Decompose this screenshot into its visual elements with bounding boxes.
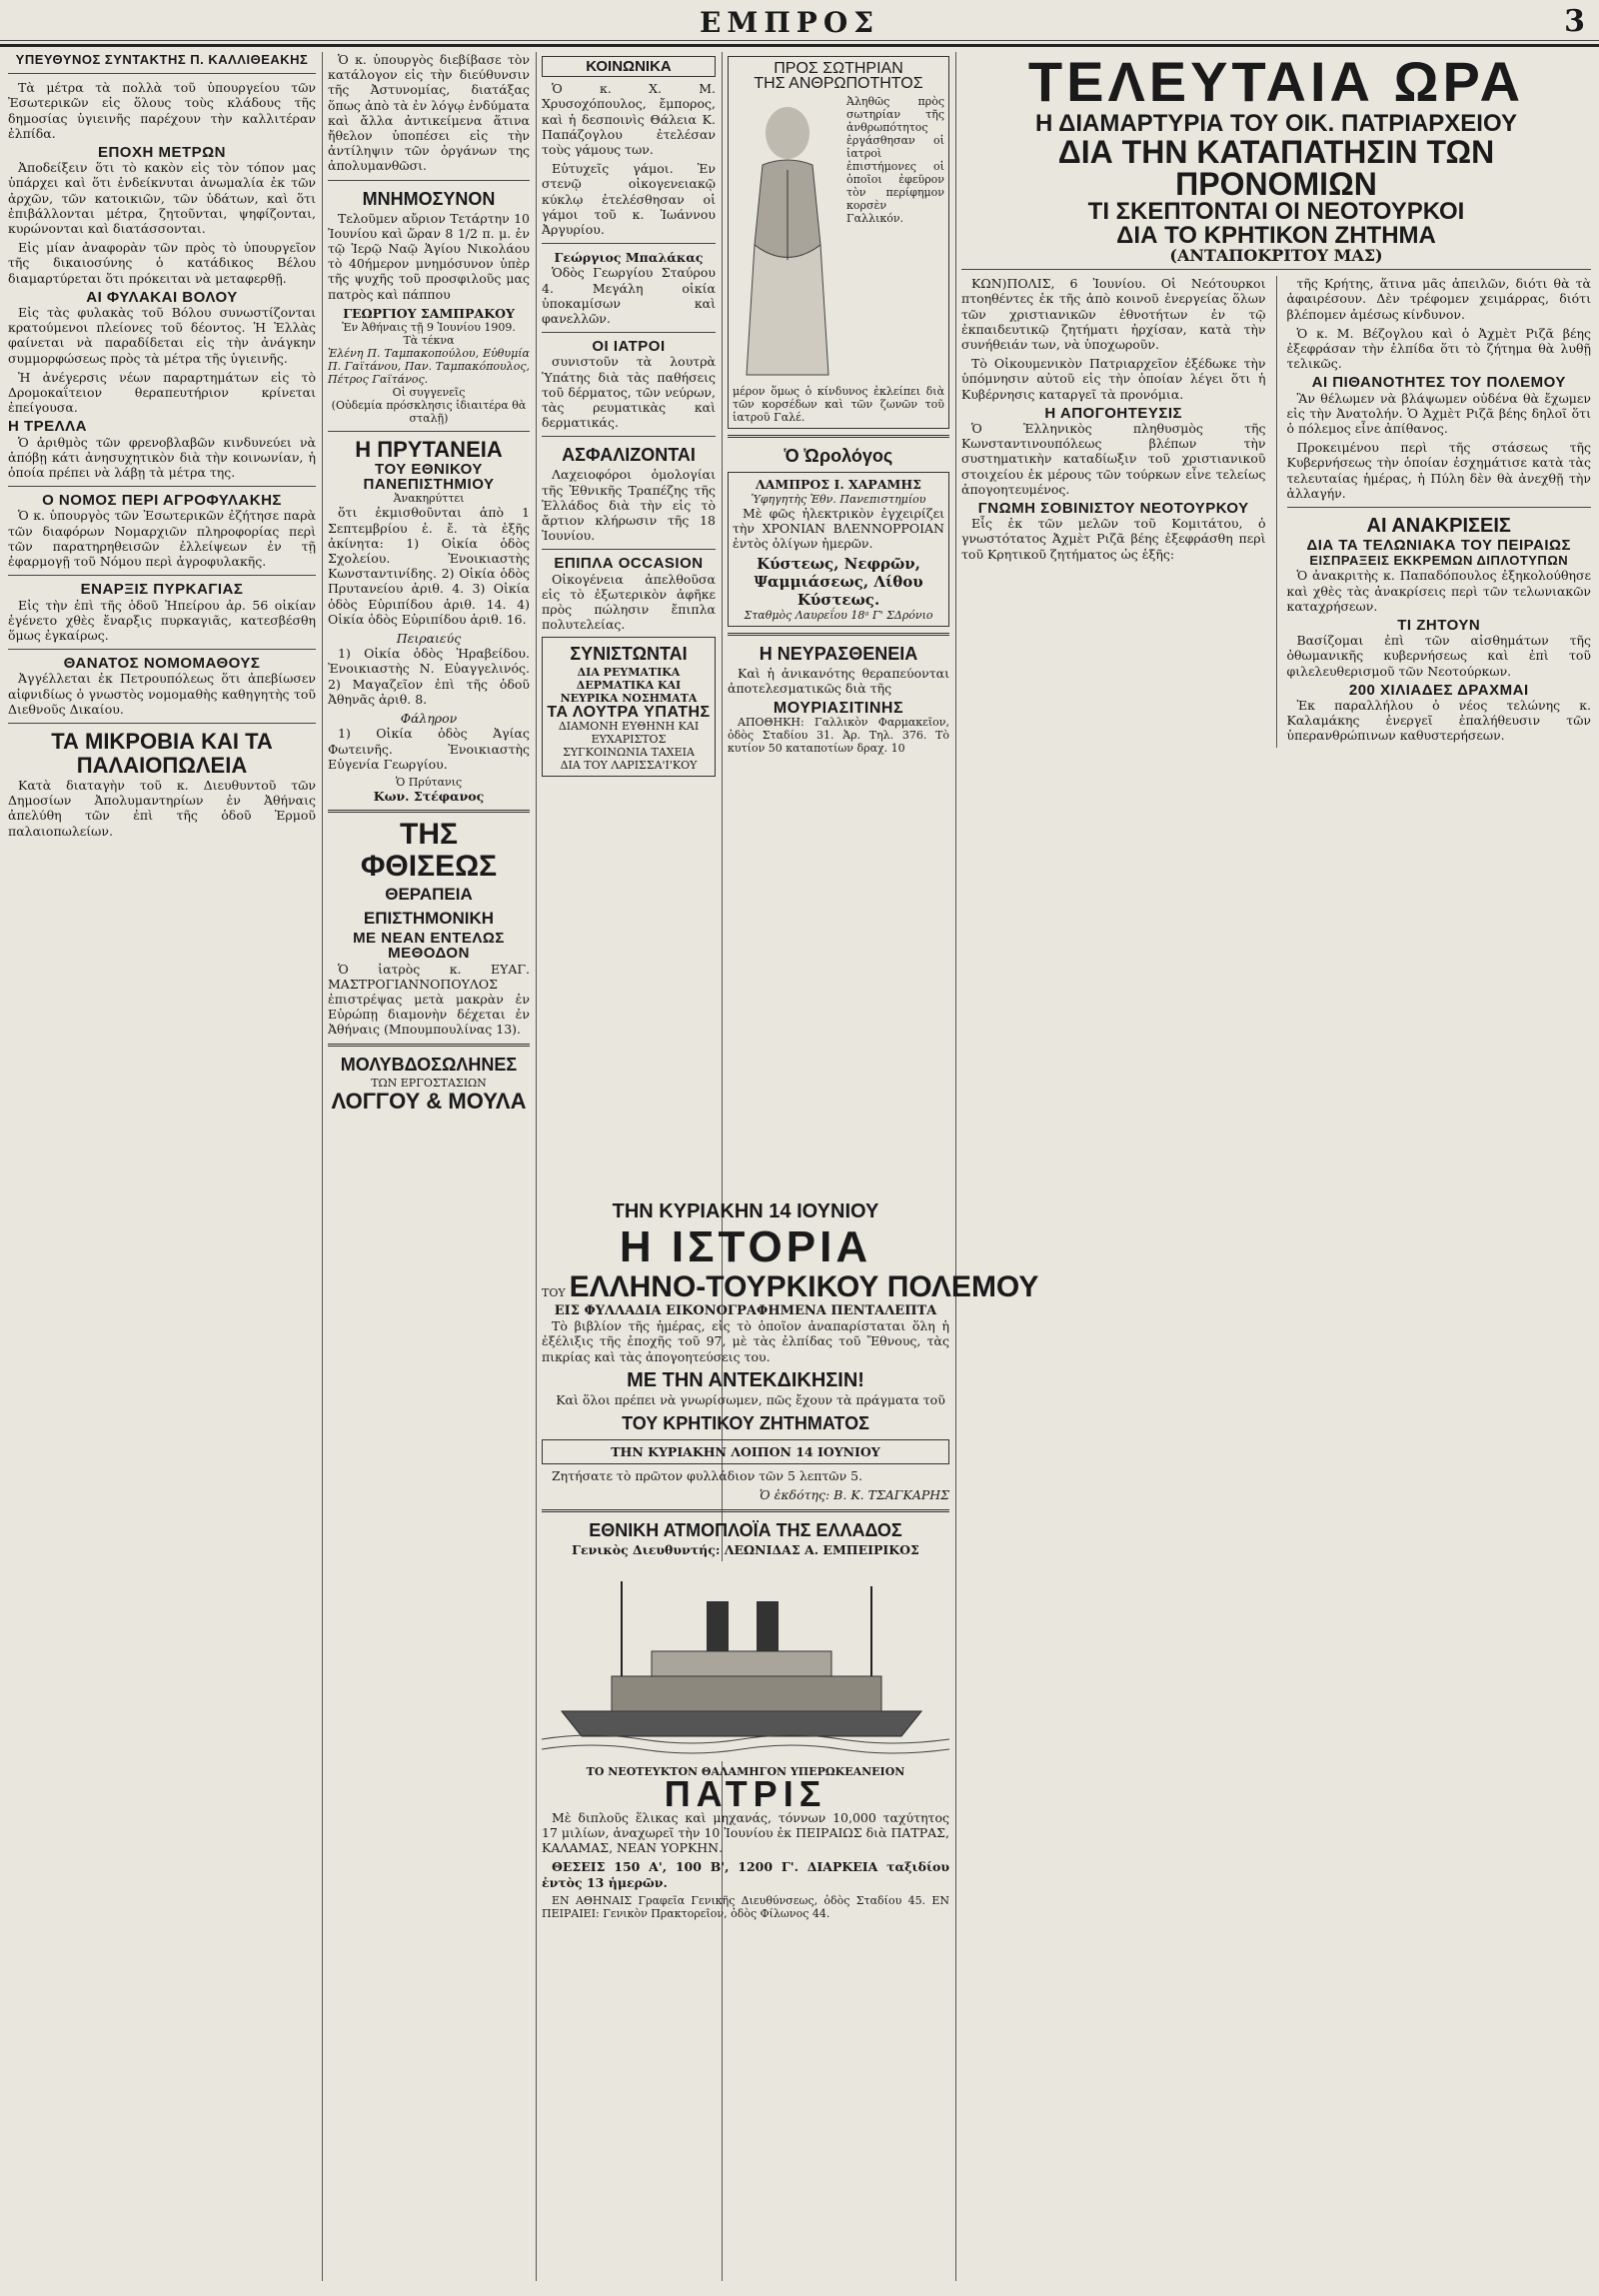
section-heading: ΓΝΩΜΗ ΣΟΒΙΝΙΣΤΟΥ ΝΕΟΤΟΥΡΚΟΥ [977,500,1249,518]
article-text: Τὰ μέτρα τὰ πολλὰ τοῦ ὑπουργείου τῶν Ἐσωτερικῶν εἰς ὅλους τοὺς κλάδους τῆς δημοσίας ὑγιεινῆς παρέχουν τὴν καλλιτέραν ἐλπίδα. [8,80,316,141]
corset-illustration-icon [733,95,842,385]
section-heading: ΤΙ ΖΗΤΟΥΝ [1397,617,1481,635]
ad-address: ΑΠΟΘΗΚΗ: Γαλλικὸν Φαρμακεῖον, ὁδὸς Σταδίου 31. Ἀρ. Τηλ. 376. Τὸ κυτίον 50 καταποτίων δραχ. 10 [728,715,949,755]
ship-caption: ΤΟ ΝΕΟΤΕΥΚΤΟΝ ΘΑΛΑΜΗΓΟΝ ΥΠΕΡΩΚΕΑΝΕΙΟΝ [586,1764,905,1778]
section-heading: ΑΙ ΠΙΘΑΝΟΤΗΤΕΣ ΤΟΥ ΠΟΛΕΜΟΥ [1311,374,1566,392]
newspaper-title: ΕΜΠΡΟΣ [700,6,880,39]
section-heading: Η ΠΡΥΤΑΝΕΙΑ [355,437,503,463]
subheadline: ΔΙΑ ΤΟ ΚΡΗΤΙΚΟΝ ΖΗΤΗΜΑ [1116,222,1436,249]
column-rule [322,52,323,2281]
ad-title: ΠΡΟΣ ΣΩΤΗΡΙΑΝ [774,60,903,77]
section-heading: Η ΑΠΟΓΟΗΤΕΥΣΙΣ [1044,404,1183,422]
section-heading: 200 ΧΙΛΙΑΔΕΣ ΔΡΑΧΜΑΙ [1348,681,1529,699]
col5-left [961,276,1266,747]
deceased-name: ΓΕΩΡΓΙΟΥ ΣΑΜΠΡΑΚΟΥ [343,305,515,321]
article-text: 1) Οἰκία ὁδὸς Ἀγίας Φωτεινῆς. Ἐνοικιαστὴς Εὐγενία Γεωργίου. [328,726,530,772]
column-2 [328,52,530,2281]
ad-heading: ΤΗΝ ΚΥΡΙΑΚΗΝ ΛΟΙΠΟΝ 14 ΙΟΥΝΙΟΥ [542,1439,949,1464]
section-heading: ΚΟΙΝΩΝΙΚΑ [542,56,716,77]
ad-text: ΔΙΑ ΡΕΥΜΑΤΙΚΑ ΔΕΡΜΑΤΙΚΑ ΚΑΙ ΝΕΥΡΙΚΑ ΝΟΣΗΜΑΤΑ [560,665,698,705]
doctor-title: Ὑφηγητὴς Ἐθν. Πανεπιστημίου [751,492,926,506]
ad-heading: ΜΕ ΤΗΝ ΑΝΤΕΚΔΙΚΗΣΙΝ! [627,1368,864,1391]
article-text: Λαχειοφόροι ὁμολογίαι τῆς Ἐθνικῆς Τραπέζης τῆς Ἑλλάδος διὰ τὴν εἰς τὸ ἄρτιον κλήρωσιν τῆς 18 Ἰουνίου. [542,467,716,544]
ad-text: ΘΕΣΕΙΣ 150 Α', 100 Β', 1200 Γ'. ΔΙΑΡΚΕΙΑ ταξιδίου ἐντὸς 13 ἡμερῶν. [542,1859,949,1890]
product-name: ΜΟΥΡΙΑΣΙΤΙΝΗΣ [773,699,904,717]
book-subtitle: ΕΙΣ ΦΥΛΛΑΔΙΑ ΕΙΚΟΝΟΓΡΑΦΗΜΕΝΑ ΠΕΝΤΑΛΕΠΤΑ [554,1303,937,1318]
article-text: Ὁ Ἑλληνικὸς πληθυσμὸς τῆς Κωνσταντινουπόλεως βλέπων τὴν συστηματικὴν καταδίωξιν τοῦ χριστιανικοῦ στοιχείου ἐκ μέρους τῶν τούρκων εἶνε τελείως ἀπογοητευμένος. [961,421,1266,497]
ad-title: ΣΥΝΙΣΤΩΝΤΑΙ [570,643,688,664]
article-text: Εἰς μίαν ἀναφορὰν τῶν πρὸς τὸ ὑπουργεῖον τῆς δικαιοσύνης ὁ κατάδικος Βέλου διαμαρτύρεται ὅτι πρόκειται νὰ μεταφερθῇ. [8,240,316,286]
book-title: Η ΙΣΤΟΡΙΑ [619,1222,872,1271]
ship-name: ΠΑΤΡΙΣ [664,1772,827,1814]
column-rule [536,52,537,2281]
ad-text: Καὶ ἡ ἀνικανότης θεραπεύονται ἀποτελεσματικῶς διὰ τῆς [728,666,949,697]
article-text: Εὐτυχεῖς γάμοι. Ἐν στενῷ οἰκογενειακῷ κύκλῳ ἐτελέσθησαν οἱ γάμοι τοῦ κ. Ἰωάννου Ἀργυρίου. [542,161,716,238]
ad-text: ΔΙΑΜΟΝΗ ΕΥΘΗΝΗ ΚΑΙ ΕΥΧΑΡΙΣΤΟΣ [558,719,700,746]
main-headline: ΤΕΛΕΥΤΑΙΑ ΩΡΑ [1027,50,1525,113]
section-subheading: ΕΙΣΠΡΑΞΕΙΣ ΕΚΚΡΕΜΩΝ ΔΙΠΛΟΤΥΠΩΝ [1309,553,1569,569]
ad-address: Σταθμὸς Λαυρεΐου 18ᵃ Γ' ΣΔρόνιο [744,609,933,623]
article-text: Εἰς τὰς φυλακὰς τοῦ Βόλου συνωστίζονται κρατούμενοι πλείονες τοῦ δέοντος. Ἡ Ἑλλὰς φαίνεται νὰ παραδίδεται εἰς τὴν ἀνάγκην συμμορφώσεως πρὸς τὰ μέτρα τῆς ὑγιεινῆς. [8,305,316,366]
article-text: Ὁ κ. Χ. Μ. Χρυσοχόπουλος, ἔμπορος, καὶ ἡ δεσποινὶς Θάλεια Κ. Παπάζογλου ἐτελέσαν τοὺς γάμους των. [542,81,716,158]
section-subheading: ΤΟΥ ΕΘΝΙΚΟΥ ΠΑΝΕΠΙΣΤΗΜΙΟΥ [363,461,495,494]
article-text: Ὁ ἀνακριτὴς κ. Παπαδόπουλος ἐξηκολούθησε καὶ χθὲς τὰς ἀνακρίσεις περὶ τῶν τελωνιακῶν καταχρήσεων. [1286,568,1591,614]
ad-heading: ΤΟΥ ΚΡΗΤΙΚΟΥ ΖΗΤΗΜΑΤΟΣ [622,1413,869,1434]
section-heading: ΑΙ ΑΝΑΚΡΙΣΕΙΣ [1366,515,1511,538]
section-heading: Η ΝΕΥΡΑΣΘΕΝΕΙΑ [759,644,918,665]
section-subheading: Πειραιεύς [396,631,462,647]
col5-right [1287,276,1592,747]
article-text: Ἐκ παραλλήλου ὁ νέος τελώνης κ. Καλαμάκης ἐνεργεῖ ἐπαλήθευσιν τῶν ὑπερανθρώπινων καθυστερήσεων. [1286,698,1591,744]
column-rule [955,52,956,2281]
announce-label: Ἀνακηρύττει [393,492,465,506]
article-text: Ἀποδείξειν ὅτι τὸ κακὸν εἰς τὸν τόπον μας ὑπάρχει καὶ ὅτι ἐνδείκνυται ἀνωμαλία ἐκ τῶν ἀρχῶν, τῶν κατοικιῶν, τῶν ὑδάτων, καὶ ὅτι ἐπιβάλλονται μέτρα, ζητοῦνται, ψηφίζονται, κυρώνονται καὶ διατάσσονται. [8,160,316,237]
article-text: συνιστοῦν τὰ λουτρὰ Ὑπάτης διὰ τὰς παθήσεις τοῦ δέρματος, τῶν νεύρων, τὰς ρευματικὰς καὶ δερματικάς. [542,354,716,431]
article-text: Ὁ κ. ὑπουργὸς τῶν Ἐσωτερικῶν ἐζήτησε παρὰ τῶν διαφόρων Νομαρχιῶν πληροφορίας περὶ τῶν παρατηρηθεισῶν ἐλλείψεων ἐν τῇ ἐφαρμογῇ τοῦ Νόμου περὶ ἀγροφυλακῆς. [8,508,316,570]
article-text: Ἡ ἀνέγερσις νέων παραρτημάτων εἰς τὸ Δρομοκαΐτειον θεραπευτήριον κρίνεται ἐπείγουσα. [8,369,316,416]
section-heading: ΟΙ ΙΑΤΡΟΙ [592,338,666,356]
relatives-label: Οἱ συγγενεῖς [392,386,466,400]
section-heading: ΕΝΑΡΞΙΣ ΠΥΡΚΑΓΙΑΣ [80,581,244,599]
article-text: Ὁ κ. Μ. Βέζογλου καὶ ὁ Ἀχμὲτ Ριζᾶ βέης ἐξεφράσαν τὴν ἐλπίδα ὅτι τὸ ζήτημα θὰ λυθῇ τελικῶς. [1286,325,1591,372]
article-text: ΚΩΝ)ΠΟΛΙΣ, 6 Ἰουνίου. Οἱ Νεότουρκοι πτοηθέντες ἐκ τῆς ἀπὸ κοινοῦ ἐνεργείας ὅλων τῶν χριστιανικῶν ἐθνοτήτων ἐν τῷ ἐκπαιδευτικῷ ζητήματι ἠρχίσαν, κατὰ τὴν συνήθειάν των, νὰ ὑποχωροῦν. [961,276,1266,353]
section-subheading: Φάληρον [400,711,458,727]
ad-text: ΕΝ ΑΘΗΝΑΙΣ Γραφεῖα Γενικῆς Διευθύνσεως, ὁδὸς Σταδίου 45. ΕΝ ΠΕΙΡΑΙΕΙ: Γενικὸν Πρακτορεῖον, ὁδὸς Φίλωνος 44. [542,1893,949,1920]
section-heading: ΜΝΗΜΟΣΥΝΟΝ [362,188,496,209]
book-title-pre: ΤΟΥ [542,1286,566,1299]
ad-text: ΔΙΑ ΤΟΥ ΛΑΡΙΣΣΑ'Ι'ΚΟΥ [560,758,698,772]
article-text: 1) Οἰκία ὁδὸς Ἠραβείδου. Ἐνοικιαστὴς Ν. Εὐαγγελινός. 2) Μαγαζεῖον ἐπὶ τῆς ὁδοῦ Ἀθηνᾶς ἀριθ. 8. [328,646,530,707]
column-3 [542,52,716,1251]
place-date: Ἐν Ἀθήναις τῇ 9 Ἰουνίου 1909. [342,321,516,335]
byline: (ΑΝΤΑΠΟΚΡΙΤΟΥ ΜΑΣ) [1169,246,1383,265]
relatives-list: Ἑλένη Π. Ταμπακοπούλου, Εὐθυμία Π. Γαϊτάνου, Παν. Ταμπακόπουλος, Πέτρος Γαϊτάνος. [328,347,530,387]
article-text: Τελοῦμεν αὔριον Τετάρτην 10 Ἰουνίου καὶ ὥραν 8 1/2 π. μ. ἐν τῷ Ἱερῷ Ναῷ Ἁγίου Νικολάου τὸ 40ήμερον μνημόσυνον ὑπὲρ τῆς ψυχῆς τοῦ προσφιλοῦς μας πατρὸς καὶ πάππου [328,210,530,302]
article-text: Κατὰ διαταγὴν τοῦ κ. Διευθυντοῦ τῶν Δημοσίων Ἀπολυμαντηρίων ἐν Ἀθήναις ἀπελύθη τῶν ἐπὶ τῆς ὁδοῦ Ἑρμοῦ παλαιοπωλείων. [8,777,316,839]
ad-text: Μὲ διπλοῦς ἕλικας καὶ μηχανάς, τόννων 10,000 ταχύτητος 17 μιλίων, ἀναχωρεῖ τὴν 10 Ἰουνίου ἐκ ΠΕΙΡΑΙΩΣ διὰ ΠΑΤΡΑΣ, ΚΑΛΑΜΑΣ, ΝΕΑΝ ΥΟΡΚΗΝ. [542,1809,949,1856]
company-director: Γενικὸς Διευθυντής: ΛΕΩΝΙΔΑΣ Α. ΕΜΠΕΙΡΙΚΟΣ [572,1541,919,1557]
ad-subtitle: ΤΩΝ ΕΡΓΟΣΤΑΣΙΩΝ [371,1076,487,1090]
ad-subtitle: ΘΕΡΑΠΕΙΑ ΕΠΙΣΤΗΜΟΝΙΚΗ [363,885,495,929]
column-1 [8,52,316,2281]
publisher: Ὁ ἐκδότης: Β. Κ. ΤΣΑΓΚΑΡΗΣ [759,1487,949,1503]
bottom-spread [542,1199,1039,2279]
page-number: 3 [1564,4,1585,39]
ad-title: ΤΗΣ ΦΘΙΣΕΩΣ [360,818,498,884]
subheadline: ΤΙ ΣΚΕΠΤΟΝΤΑΙ ΟΙ ΝΕΟΤΟΥΡΚΟΙ [1087,198,1465,225]
section-heading: Ὁ Ὡρολόγος [784,446,893,467]
signer-name: Κων. Στέφανος [373,788,485,804]
sunday-banner: ΤΗΝ ΚΥΡΙΑΚΗΝ 14 ΙΟΥΝΙΟΥ [612,1200,879,1222]
ad-title: Γεώργιος Μπαλάκας [554,250,704,266]
company-title: ΕΘΝΙΚΗ ΑΤΜΟΠΛΟΪΑ ΤΗΣ ΕΛΛΑΔΟΣ [589,1519,902,1540]
ad-text: Τὸ βιβλίον τῆς ἡμέρας, εἰς τὸ ὁποῖον ἀναπαρίσταται ὅλη ἡ ἐξέλιξις τῆς ἐποχῆς τοῦ 97, μὲ τὰς ἐλπίδας τοῦ Ἔθνους, τὰς πικρίας καὶ τὰς ἀπογοητεύσεις του. [542,1318,949,1364]
article-text: Προκειμένου περὶ τῆς στάσεως τῆς Κυβερνήσεως τὴν ὁποίαν ἐσχημάτισε κατὰ τὰς τελευταίας ἡμέρας, ἡ Πύλη δὲν θὰ ἀνεχθῇ τὴν ἀλλαγήν. [1286,440,1591,501]
section-heading: ΑΣΦΑΛΙΖΟΝΤΑΙ [562,445,696,466]
editor-line: ΥΠΕΥΘΥΝΟΣ ΣΥΝΤΑΚΤΗΣ Π. ΚΑΛΛΙΘΕΑΚΗΣ [15,52,309,67]
ad-text: ΣΥΓΚΟΙΝΩΝΙΑ ΤΑΧΕΙΑ [563,745,695,759]
ad-text: μέρον ὅμως ὁ κίνδυνος ἐκλείπει διὰ τῶν κορσέδων καὶ τῶν ζωνῶν τοῦ ἰατροῦ Γαλέ. [733,385,944,425]
article-text: Εἷς ἐκ τῶν μελῶν τοῦ Κομιτάτου, ὁ γνωστότατος Ἀχμὲτ Ριζᾶ βέης ἐξεφράσθη περὶ τοῦ Κρητικοῦ ζητήματος ὡς ἑξῆς: [961,516,1266,562]
note: (Οὐδεμία πρόσκλησις ἰδιαιτέρα θὰ σταλῇ) [331,399,527,426]
subheadline: Η ΔΙΑΜΑΡΤΥΡΙΑ ΤΟΥ ΟΙΚ. ΠΑΤΡΙΑΡΧΕΙΟΥ [1035,110,1517,137]
signoff: Ὁ Πρύτανις [395,775,463,789]
masthead-rule [0,40,1599,41]
section-subheading: ΔΙΑ ΤΑ ΤΕΛΩΝΙΑΚΑ ΤΟΥ ΠΕΙΡΑΙΩΣ [1306,537,1572,555]
section-heading: Η ΤΡΕΛΛΑ [8,418,88,436]
ad-method: ΜΕ ΝΕΑΝ ΕΝΤΕΛΩΣ ΜΕΘΟΔΟΝ [353,930,505,963]
book-title: ΕΛΛΗΝΟ-ΤΟΥΡΚΙΚΟΥ ΠΟΛΕΜΟΥ [569,1270,1039,1303]
ad-title: ΤΗΣ ΑΝΘΡΩΠΟΤΗΤΟΣ [754,75,923,93]
ad-text: Ὁδὸς Γεωργίου Σταύρου 4. Μεγάλη οἰκία ὑποκαμίσων καὶ φανελλῶν. [542,265,716,327]
ad-text: Καὶ ὅλοι πρέπει νὰ γνωρίσωμεν, πῶς ἔχουν τὰ πράγματα τοῦ [556,1391,945,1407]
ad-text: Ὁ ἰατρὸς κ. ΕΥΑΓ. ΜΑΣΤΡΟΓΙΑΝΝΟΠΟΥΛΟΣ ἐπιστρέψας μετὰ μακρὰν ἐν Εὐρώπῃ διαμονὴν δέχεται ἐν Ἀθήναις (Μπουμπουλίνας 13). [328,961,530,1038]
column-4 [728,52,949,1251]
article-text: Ἂν θέλωμεν νὰ βλάψωμεν οὐδένα θὰ ἔχωμεν εἰς τὴν Ἀνατολήν. Ὁ Ἀχμὲτ Ριζᾶ βέης δηλοῖ ὅτι ὁ πόλεμος εἶνε ἀπίθανος. [1286,390,1591,437]
section-heading: ΤΑ ΜΙΚΡΟΒΙΑ ΚΑΙ ΤΑ ΠΑΛΑΙΟΠΩΛΕΙΑ [51,728,273,778]
article-text: Οἰκογένεια ἀπελθοῦσα εἰς τὸ ἐξωτερικὸν ἀφῆκε πρὸς πώλησιν ἔπιπλα πολυτελείας. [542,571,716,633]
ad-text: Ζητήσατε τὸ πρῶτον φυλλάδιον τῶν 5 λεπτῶν 5. [552,1468,863,1484]
ad-text: Ἀληθῶς πρὸς σωτηρίαν τῆς ἀνθρωπότητος ἐργάσθησαν οἱ ἰατροὶ ἐπιστήμονες οἱ ὁποῖοι ἐφεῦρον τὸν περίφημον κορσὲν Γαλλικόν. [846,95,944,226]
article-text: Ὁ ἀριθμὸς τῶν φρενοβλαβῶν κινδυνεύει νὰ ἀπόβῃ κάτι ἀνησυχητικὸν διὰ τὴν κοινωνίαν, ἡ ὁποία πρέπει νὰ λάβῃ τὰ μέτρα της. [8,434,316,481]
section-heading: ΕΠΟΧΗ ΜΕΤΡΩΝ [97,144,227,162]
article-text: Εἰς τὴν ἐπὶ τῆς ὁδοῦ Ἠπείρου ἀρ. 56 οἰκίαν ἐγένετο χθὲς ἔναρξις πυρκαγιᾶς, κατεσβέσθη ὅμως ἐγκαίρως. [8,597,316,643]
masthead [0,0,1599,47]
article-text: Ὁ κ. ὑπουργὸς διεβίβασε τὸν κατάλογον εἰς τὴν διεύθυνσιν τῆς Ἀστυνομίας, διατάξας ὅπως ἀπὸ τὰ ἐν λόγῳ ἐνδύματα καὶ ἄλλα ἀντικείμενα ἅτινα ἤθελον ὑποπέσει εἰς τὴν ἀντίληψιν τῶν ὀργάνων της ἀπολυμανθῶσι. [328,52,530,174]
ad-text: Κύστεως, Νεφρῶν, Ψαμμιάσεως, Λίθου Κύστεως. [754,555,923,610]
ad-text: Μὲ φῶς ἠλεκτρικὸν ἐγχειρίζει τὴν ΧΡΟΝΙΑΝ ΒΛΕΝΝΟΡΡΟΙΑΝ ἐντὸς ὀλίγων ἡμερῶν. [733,505,944,552]
ad-title: ΜΟΛΥΒΔΟΣΩΛΗΝΕΣ [340,1054,518,1075]
article-text: Τὸ Οἰκουμενικὸν Πατριαρχεῖον ἐξέδωκε τὴν ὑπόμνησιν αὐτοῦ εἰς τὴν ὁποίαν λέγει ὅτι ἡ Κυβέρνησις καταργεῖ τὰ προνόμια. [961,356,1266,402]
subheadline: ΔΙΑ ΤΗΝ ΚΑΤΑΠΑΤΗΣΙΝ ΤΩΝ ΠΡΟΝΟΜΙΩΝ [1057,134,1495,202]
column-5 [961,52,1591,2281]
section-heading: Ο ΝΟΜΟΣ ΠΕΡΙ ΑΓΡΟΦΥΛΑΚΗΣ [42,492,282,510]
family-label: Τὰ τέκνα [403,334,455,348]
article-text: Ἀγγέλλεται ἐκ Πετρουπόλεως ὅτι ἀπεβίωσεν αἰφνιδίως ὁ γνωστὸς νομομαθὴς καθηγητὴς τοῦ Διεθνοῦς Δικαίου. [8,671,316,717]
article-text: ὅτι ἐκμισθοῦνται ἀπὸ 1 Σεπτεμβρίου ἐ. ἔ. τὰ ἑξῆς ἀκίνητα: 1) Οἰκία ὁδὸς Σχολείου. Ἐνοικιαστὴς Κωνσταντινίδης. 2) Οἰκία ὁδὸς Πρυτανείου ἀριθ. 4. 3) Οἰκία ὁδὸς Εὐριπίδου ἀριθ. 14. 4) Οἰκία ὁδὸς Εὐριπίδου ἀριθ. 16. [328,505,530,627]
doctor-name: ΛΑΜΠΡΟΣ Ι. ΧΑΡΑΜΗΣ [755,477,922,493]
section-heading: ΑΙ ΦΥΛΑΚΑΙ ΒΟΛΟΥ [86,288,238,306]
ad-title: ΤΑ ΛΟΥΤΡΑ ΥΠΑΤΗΣ [547,703,711,721]
ad-company: ΛΟΓΓΟΥ & ΜΟΥΛΑ [331,1088,527,1114]
article-text: τῆς Κρήτης, ἅτινα μᾶς ἀπειλῶν, διότι θὰ τὰ ἀφαιρέσουν. Δὲν τρέφομεν χειμάρρας, διότι βλέπομεν ἀμέσως κίνδυνον. [1286,276,1591,322]
section-heading: ΕΠΙΠΛΑ OCCASION [554,555,704,573]
section-heading: ΘΑΝΑΤΟΣ ΝΟΜΟΜΑΘΟΥΣ [63,655,261,673]
steamship-illustration-icon [542,1561,949,1761]
article-text: Βασίζομαι ἐπὶ τῶν αἰσθημάτων τῆς ὀθωμανικῆς κυβερνήσεως καὶ ἐπὶ τοῦ φιλελευθερισμοῦ τῶν Νεοτούρκων. [1286,633,1591,679]
